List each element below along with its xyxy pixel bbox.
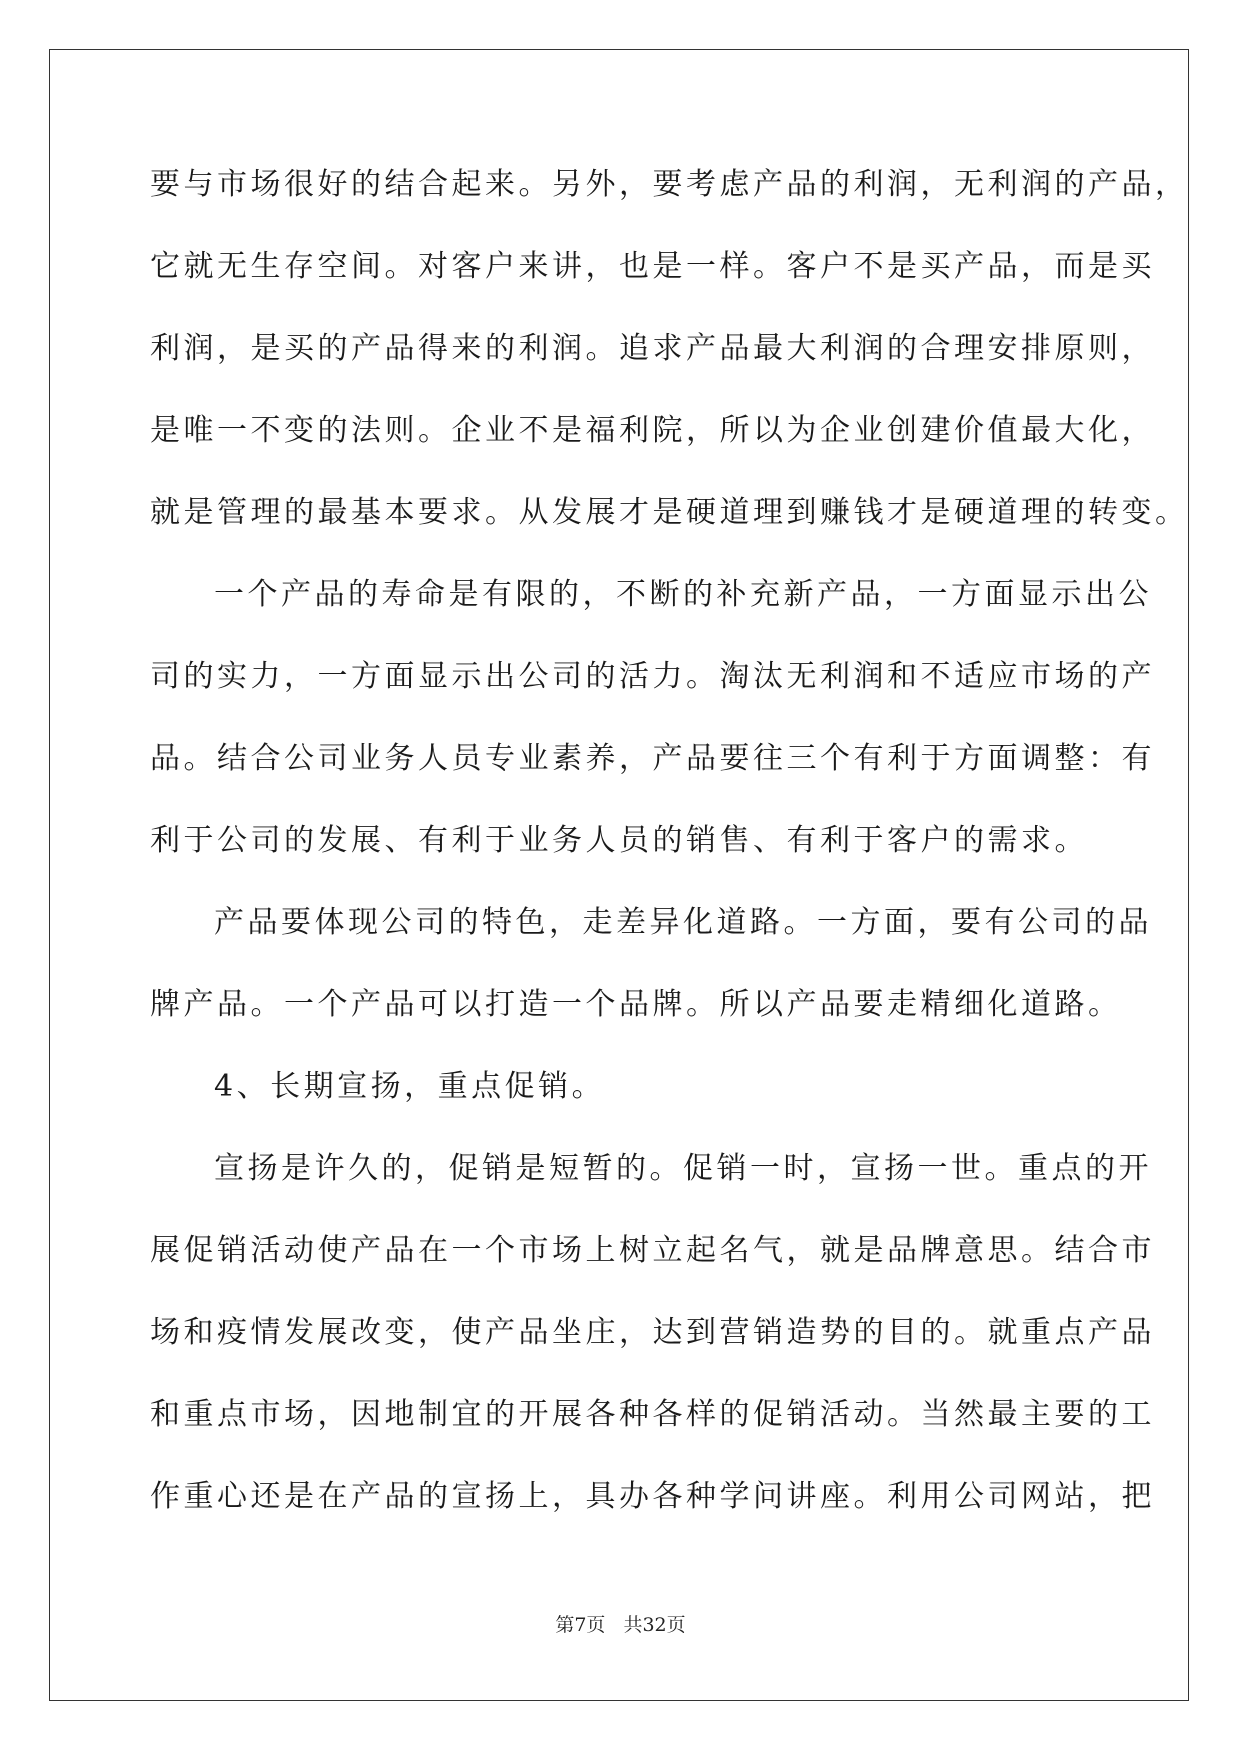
- text-line: 它就无生存空间。对客户来讲，也是一样。客户不是买产品，而是买: [150, 249, 1155, 284]
- text-line: 利于公司的发展、有利于业务人员的销售、有利于客户的需求。: [150, 823, 1088, 858]
- text-line: 品。结合公司业务人员专业素养，产品要往三个有利于方面调整：有: [150, 741, 1155, 776]
- paragraph-first-line: 一个产品的寿命是有限的，不断的补充新产品，一方面显示出公: [214, 577, 1152, 612]
- text-line: 牌产品。一个产品可以打造一个品牌。所以产品要走精细化道路。: [150, 987, 1122, 1022]
- paragraph-first-line: 产品要体现公司的特色，走差异化道路。一方面，要有公司的品: [214, 905, 1152, 940]
- text-line: 利润，是买的产品得来的利润。追求产品最大利润的合理安排原则，: [150, 331, 1155, 366]
- paragraph-first-line: 宣扬是许久的，促销是短暂的。促销一时，宣扬一世。重点的开: [214, 1151, 1152, 1186]
- text-line: 要与市场很好的结合起来。另外，要考虑产品的利润，无利润的产品，: [150, 167, 1189, 202]
- text-line: 场和疫情发展改变，使产品坐庄，达到营销造势的目的。就重点产品: [150, 1315, 1155, 1350]
- document-body: [150, 160, 1189, 1554]
- section-heading: 4、长期宣扬，重点促销。: [214, 1069, 606, 1104]
- text-line: 就是管理的最基本要求。从发展才是硬道理到赚钱才是硬道理的转变。: [150, 495, 1189, 530]
- page-footer: [0, 1610, 1241, 1637]
- page-number: 第7页: [555, 1614, 606, 1636]
- text-line: 是唯一不变的法则。企业不是福利院，所以为企业创建价值最大化，: [150, 413, 1155, 448]
- text-line: 和重点市场，因地制宜的开展各种各样的促销活动。当然最主要的工: [150, 1397, 1155, 1432]
- text-line: 作重心还是在产品的宣扬上，具办各种学问讲座。利用公司网站，把: [150, 1479, 1155, 1514]
- text-line: 司的实力，一方面显示出公司的活力。淘汰无利润和不适应市场的产: [150, 659, 1155, 694]
- page-total: 共32页: [623, 1614, 686, 1636]
- text-line: 展促销活动使产品在一个市场上树立起名气，就是品牌意思。结合市: [150, 1233, 1155, 1268]
